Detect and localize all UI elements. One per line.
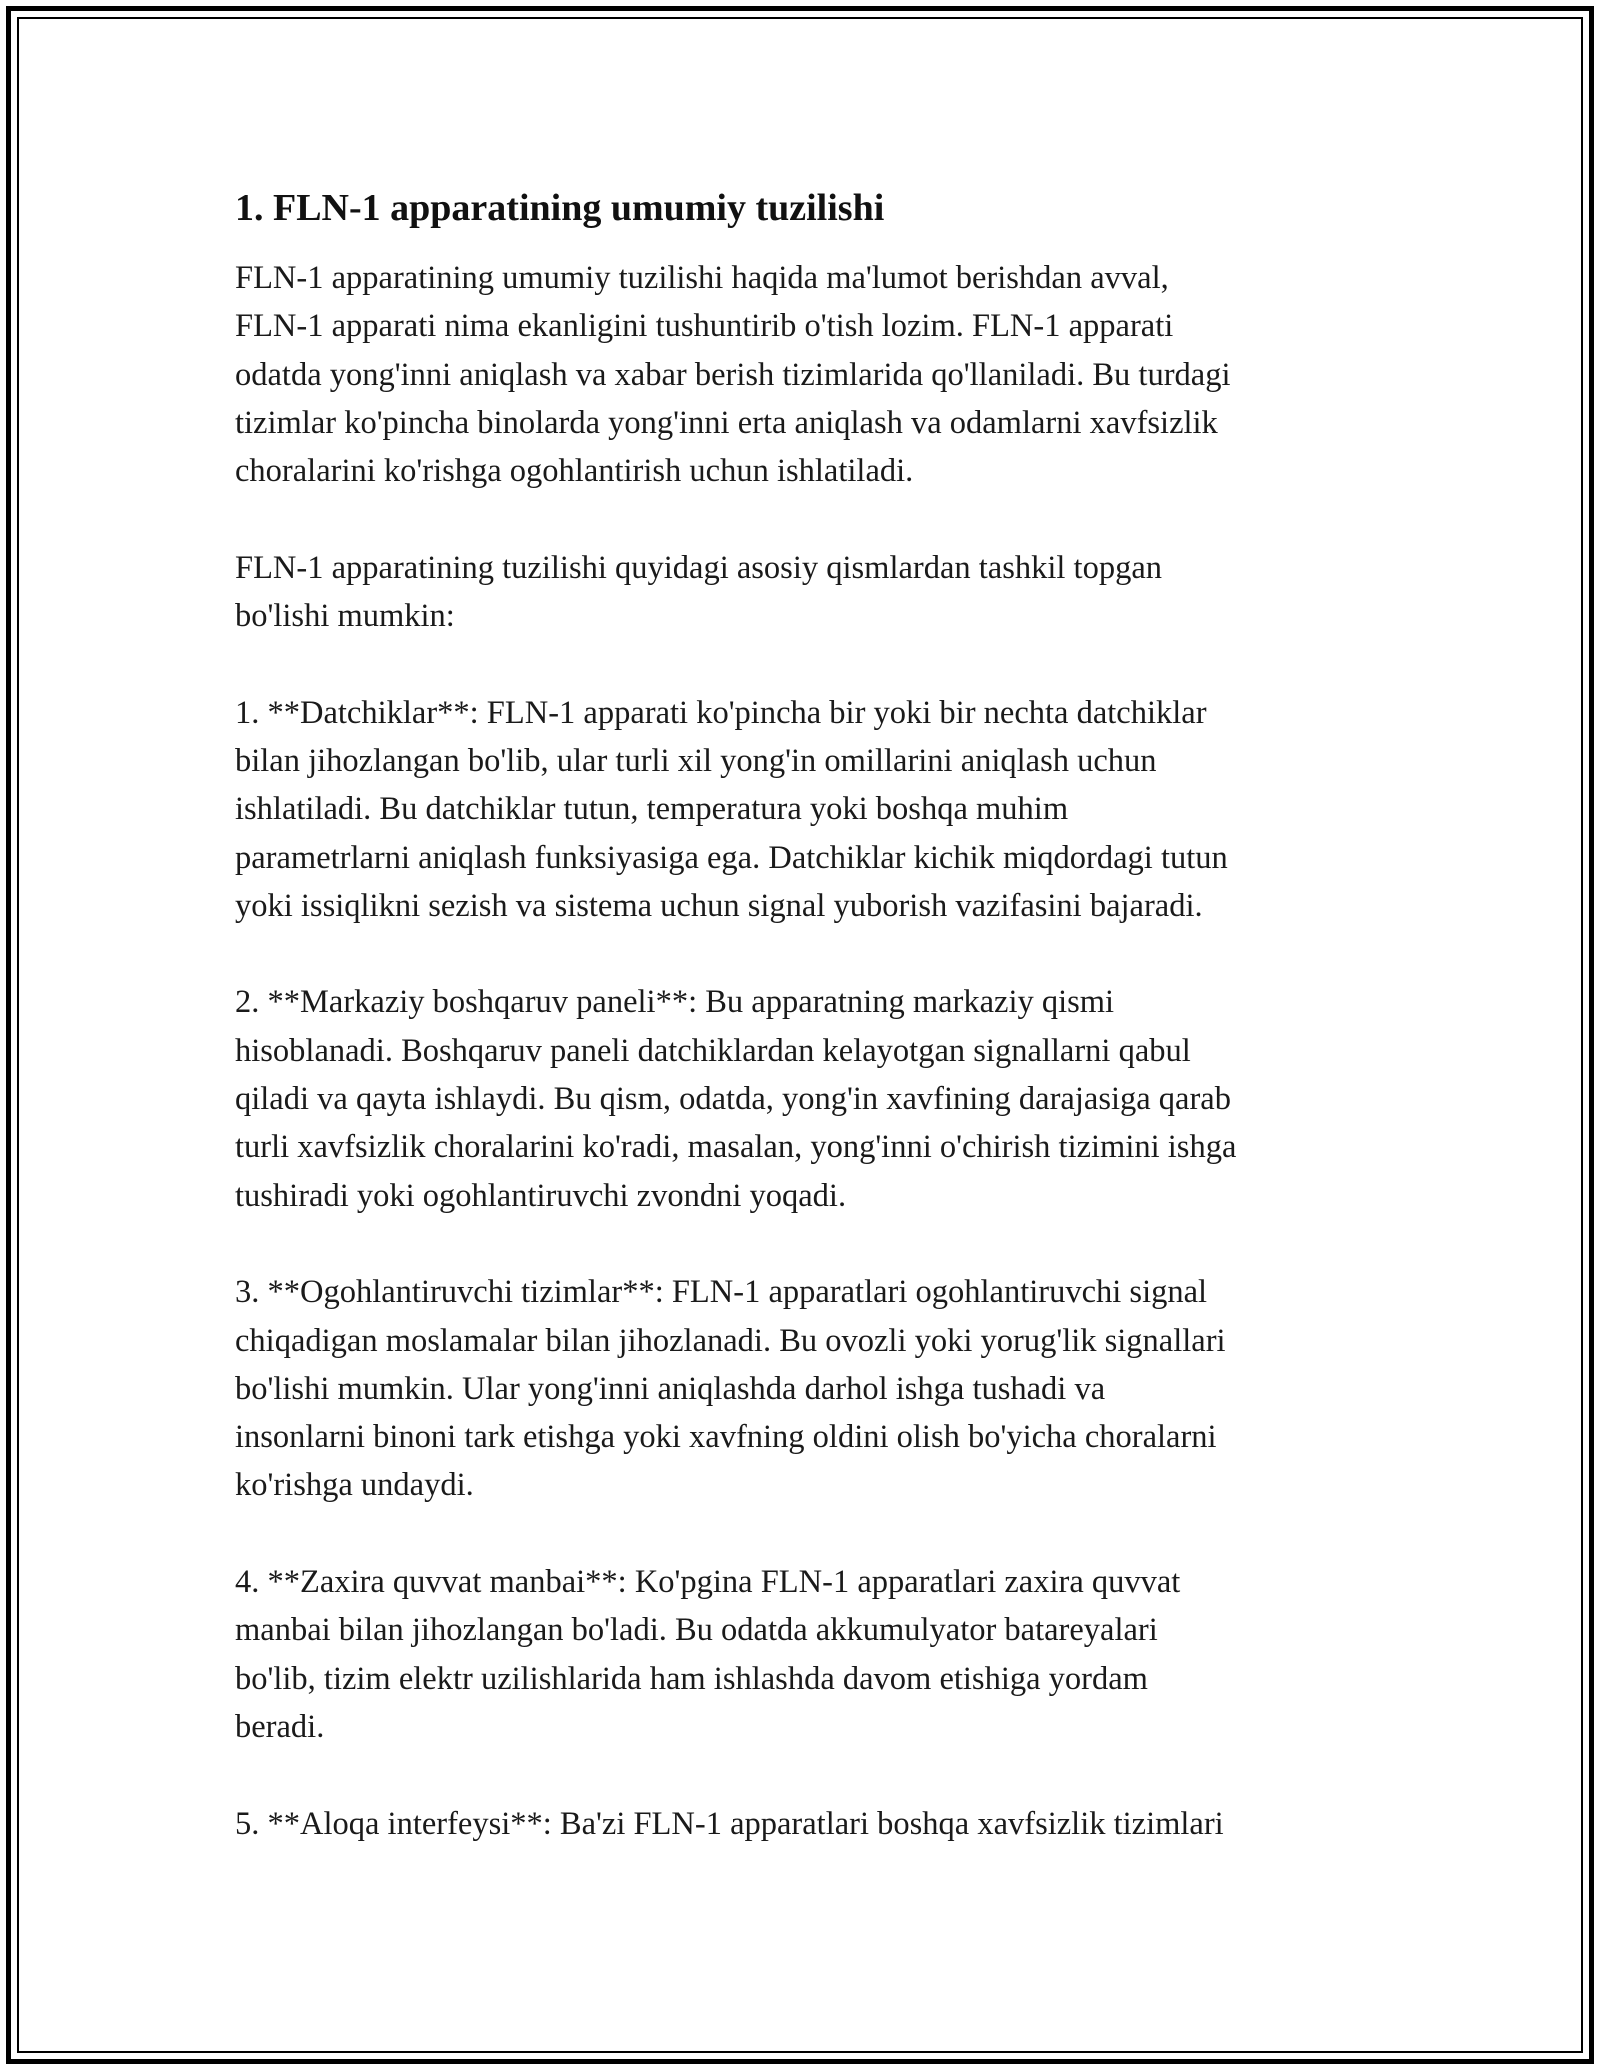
text-line: hisoblanadi. Boshqaruv paneli datchiklardan kelayotgan signallarni qabul: [235, 1032, 1191, 1069]
text-line: choralarini ko'rishga ogohlantirish uchun ishlatiladi.: [235, 453, 914, 490]
text-line: FLN-1 apparati nima ekanligini tushuntirib o'tish lozim. FLN-1 apparati: [235, 308, 1174, 345]
paragraph-list: [235, 254, 1395, 1848]
text-line: 1. **Datchiklar**: FLN-1 apparati ko'pincha bir yoki bir nechta datchiklar: [235, 694, 1207, 731]
text-line: bo'lishi mumkin:: [235, 598, 455, 635]
text-line: qiladi va qayta ishlaydi. Bu qism, odatda, yong'in xavfining darajasiga qarab: [235, 1081, 1231, 1118]
paragraph: [235, 978, 1395, 1219]
text-line: FLN-1 apparatining tuzilishi quyidagi asosiy qismlardan tashkil topgan: [235, 549, 1163, 586]
text-line: tizimlar ko'pincha binolarda yong'inni erta aniqlash va odamlarni xavfsizlik: [235, 404, 1218, 441]
text-line: ko'rishga undaydi.: [235, 1467, 474, 1504]
text-line: chiqadigan moslamalar bilan jihozlanadi. Bu ovozli yoki yorug'lik signallari: [235, 1322, 1226, 1359]
text-line: 4. **Zaxira quvvat manbai**: Ko'pgina FLN-1 apparatlari zaxira quvvat: [235, 1564, 1181, 1601]
paragraph: [235, 1800, 1395, 1848]
text-line: 5. **Aloqa interfeysi**: Ba'zi FLN-1 apparatlari boshqa xavfsizlik tizimlari: [235, 1805, 1224, 1842]
text-line: insonlarni binoni tark etishga yoki xavfning oldini olish bo'yicha choralarni: [235, 1419, 1217, 1456]
text-line: ishlatiladi. Bu datchiklar tutun, temperatura yoki boshqa muhim: [235, 791, 1069, 828]
document-body: [235, 184, 1395, 1848]
paragraph: [235, 689, 1395, 930]
text-line: odatda yong'inni aniqlash va xabar berish tizimlarida qo'llaniladi. Bu turdagi: [235, 356, 1231, 393]
paragraph: [235, 1268, 1395, 1509]
text-line: 3. **Ogohlantiruvchi tizimlar**: FLN-1 apparatlari ogohlantiruvchi signal: [235, 1274, 1208, 1311]
text-line: parametrlarni aniqlash funksiyasiga ega. Datchiklar kichik miqdordagi tutun: [235, 839, 1228, 876]
paragraph: [235, 1558, 1395, 1751]
text-line: tushiradi yoki ogohlantiruvchi zvondni yoqadi.: [235, 1177, 847, 1214]
text-line: bo'lishi mumkin. Ular yong'inni aniqlashda darhol ishga tushadi va: [235, 1370, 1106, 1407]
text-line: 2. **Markaziy boshqaruv paneli**: Bu apparatning markaziy qismi: [235, 984, 1115, 1021]
text-line: yoki issiqlikni sezish va sistema uchun signal yuborish vazifasini bajaradi.: [235, 887, 1203, 924]
text-line: bo'lib, tizim elektr uzilishlarida ham ishlashda davom etishiga yordam: [235, 1660, 1148, 1697]
paragraph: [235, 544, 1395, 641]
section-heading: 1. FLN-1 apparatining umumiy tuzilishi: [235, 187, 885, 229]
text-line: FLN-1 apparatining umumiy tuzilishi haqida ma'lumot berishdan avval,: [235, 260, 1169, 296]
text-line: turli xavfsizlik choralarini ko'radi, masalan, yong'inni o'chirish tizimini ishga: [235, 1129, 1237, 1166]
paragraph: [235, 254, 1395, 495]
text-line: manbai bilan jihozlangan bo'ladi. Bu odatda akkumulyator batareyalari: [235, 1612, 1158, 1649]
text-line: beradi.: [235, 1708, 325, 1745]
text-line: bilan jihozlangan bo'lib, ular turli xil yong'in omillarini aniqlash uchun: [235, 742, 1157, 779]
